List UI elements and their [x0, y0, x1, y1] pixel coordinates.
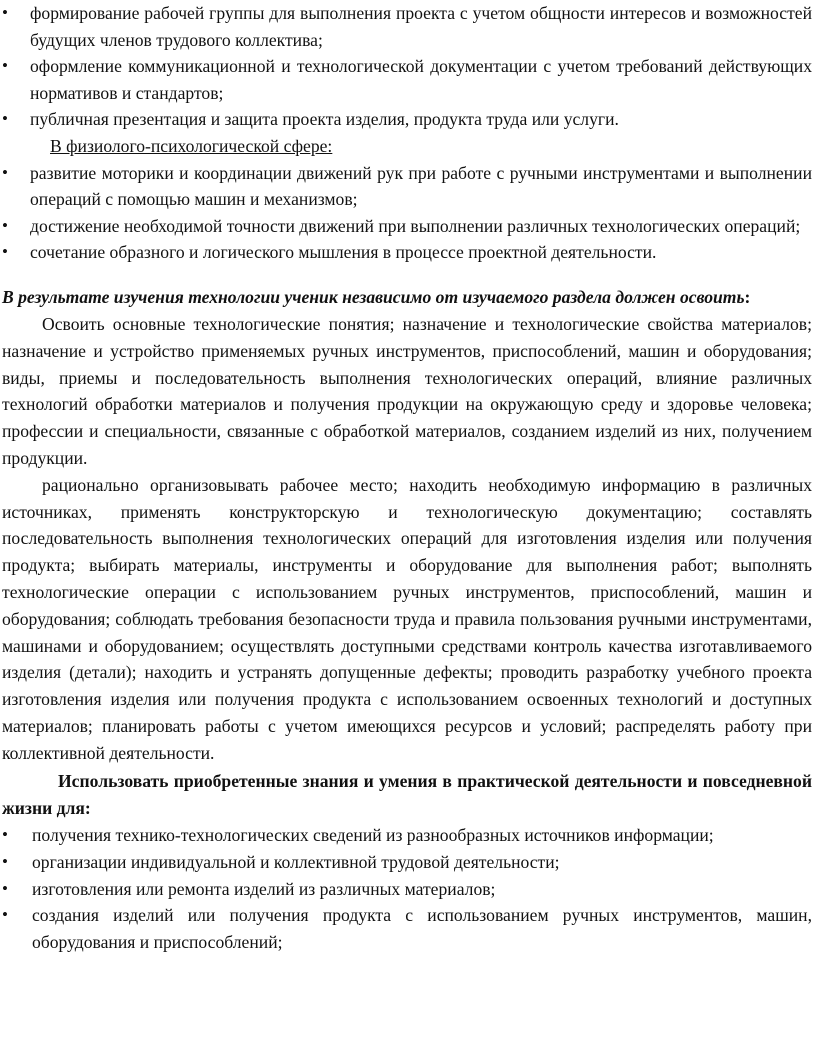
bullet-marker: •	[2, 3, 8, 22]
list-item-text: организации индивидуальной и коллективной трудовой деятельности;	[32, 851, 560, 872]
bullet-marker: •	[2, 825, 8, 845]
list-item	[2, 239, 812, 266]
bullet-marker: •	[2, 878, 8, 898]
list-item-text: достижение необходимой точности движений при выполнении различных технологических операций;	[30, 215, 801, 236]
bullet-marker: •	[2, 162, 8, 182]
list-item	[2, 0, 812, 53]
bullet-marker: •	[2, 905, 8, 925]
list-item	[2, 106, 812, 133]
list-item	[2, 902, 812, 956]
bullet-marker: •	[2, 109, 8, 129]
results-paragraph: Освоить основные технологические понятия; назначение и технологические свойства материалов; назначение и устройство применяемых ручных инструментов, приспособлений, машин и оборудования; виды, приемы и последовательность выполнения технологических операций, влияние различных технологий обработки материалов и получения продукции на окружающую среду и здоровье человека; профессии и специальности, связанные с обработкой материалов, созданием изделий из них, получением продукции.	[2, 313, 812, 468]
physio-list	[2, 160, 812, 266]
results-heading-text: В результате изучения технологии ученик независимо от изучаемого раздела должен освоить	[2, 286, 745, 307]
list-item	[2, 53, 812, 106]
goals-list	[2, 0, 812, 133]
list-item-text: оформление коммуникационной и технологической документации с учетом требований действующих нормативов и стандартов;	[30, 56, 812, 103]
list-item-text: публичная презентация и защита проекта изделия, продукта труда или услуги.	[30, 109, 619, 130]
bullet-marker: •	[2, 851, 8, 871]
list-item	[2, 160, 812, 213]
list-item-text: создания изделий или получения продукта с использованием ручных инструментов, машин, оборудования и приспособлений;	[32, 905, 812, 953]
list-item	[2, 849, 812, 876]
list-item	[2, 876, 812, 903]
bullet-marker: •	[2, 56, 8, 76]
physio-section-heading: В физиолого-психологической сфере:	[50, 135, 333, 156]
list-item-text: изготовления или ремонта изделий из различных материалов;	[32, 878, 496, 899]
bullet-marker: •	[2, 215, 8, 235]
results-paragraph: рационально организовывать рабочее место; находить необходимую информацию в различных источниках, применять конструкторскую и технологическую документацию; составлять последовательность выполнения технологических операций для изготовления изделия или получения продукта; выбирать материалы, инструменты и оборудование для выполнения работ; выполнять технологические операции с использованием ручных инструментов, приспособлений, машин и оборудования; соблюдать требования безопасности труда и правила пользования ручными инструментами, машинами и оборудованием; осуществлять доступными средствами контроль качества изготавливаемого изделия (детали); находить и устранять допущенные дефекты; проводить разработку учебного проекта изготовления изделия или получения продукта с использованием освоенных технологий и доступных материалов; планировать работы с учетом имеющихся ресурсов и условий; распределять работу при коллективной деятельности.	[2, 474, 812, 763]
bullet-marker: •	[2, 242, 8, 262]
results-heading-colon: :	[744, 286, 751, 307]
list-item-text: развитие моторики и координации движений рук при работе с ручными инструментами и выполнении операций с помощью машин и механизмов;	[30, 162, 812, 210]
results-heading	[2, 283, 812, 311]
usage-list	[2, 822, 812, 956]
usage-heading: Использовать приобретенные знания и умения в практической деятельности и повседневной жизни для:	[2, 771, 812, 819]
list-item-text: получения технико-технологических сведений из разнообразных источников информации;	[32, 825, 714, 846]
list-item-text: формирование рабочей группы для выполнения проекта с учетом общности интересов и возможностей будущих членов трудового коллектива;	[30, 3, 812, 50]
list-item	[2, 822, 812, 849]
list-item-text: сочетание образного и логического мышления в процессе проектной деятельности.	[30, 242, 657, 263]
list-item	[2, 213, 812, 240]
